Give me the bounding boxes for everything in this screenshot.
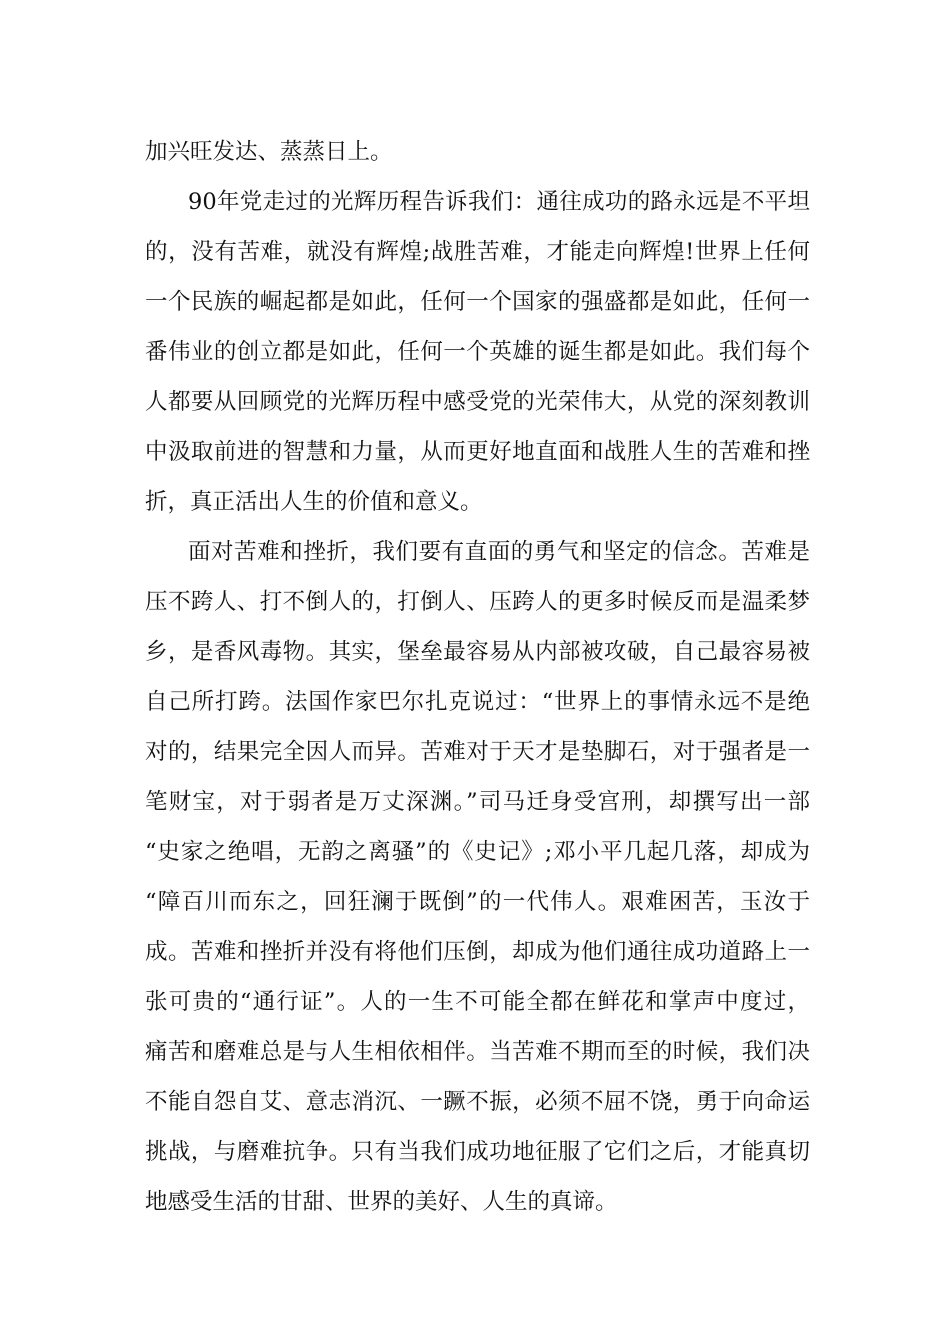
text-line-13: 对的，结果完全因人而异。苦难对于天才是垫脚石，对于强者是一: [145, 739, 810, 765]
text-line-7: 中汲取前进的智慧和力量，从而更好地直面和战胜人生的苦难和挫: [145, 439, 810, 465]
text-line-6: 人都要从回顾党的光辉历程中感受党的光荣伟大，从党的深刻教训: [145, 389, 810, 415]
text-line-20: 不能自怨自艾、意志消沉、一蹶不振，必须不屈不饶，勇于向命运: [145, 1089, 810, 1115]
text-line-15: “史家之绝唱，无韵之离骚”的《史记》;邓小平几起几落，却成为: [145, 839, 810, 865]
text-line-9: 面对苦难和挫折，我们要有直面的勇气和坚定的信念。苦难是: [188, 539, 810, 565]
text-line-12: 自己所打跨。法国作家巴尔扎克说过：“世界上的事情永远不是绝: [145, 689, 810, 715]
text-line-2: 90年党走过的光辉历程告诉我们：通往成功的路永远是不平坦: [188, 189, 810, 215]
text-line-8: 折，真正活出人生的价值和意义。: [145, 489, 483, 515]
text-line-16: “障百川而东之，回狂澜于既倒”的一代伟人。艰难困苦，玉汝于: [145, 889, 810, 915]
text-line-1: 加兴旺发达、蒸蒸日上。: [145, 139, 393, 165]
text-line-21: 挑战，与磨难抗争。只有当我们成功地征服了它们之后，才能真切: [145, 1139, 810, 1165]
text-line-3: 的，没有苦难，就没有辉煌;战胜苦难，才能走向辉煌!世界上任何: [145, 239, 810, 265]
text-line-18: 张可贵的“通行证”。人的一生不可能全都在鲜花和掌声中度过，: [145, 989, 810, 1015]
text-line-5: 番伟业的创立都是如此，任何一个英雄的诞生都是如此。我们每个: [145, 339, 810, 365]
text-line-22: 地感受生活的甘甜、世界的美好、人生的真谛。: [145, 1189, 618, 1215]
text-line-17: 成。苦难和挫折并没有将他们压倒，却成为他们通往成功道路上一: [145, 939, 810, 965]
text-line-14: 笔财宝，对于弱者是万丈深渊。”司马迁身受宫刑，却撰写出一部: [145, 789, 810, 815]
text-line-10: 压不跨人、打不倒人的，打倒人、压跨人的更多时候反而是温柔梦: [145, 589, 810, 615]
text-line-11: 乡，是香风毒物。其实，堡垒最容易从内部被攻破，自己最容易被: [145, 639, 810, 665]
text-line-19: 痛苦和磨难总是与人生相依相伴。当苦难不期而至的时候，我们决: [145, 1039, 810, 1065]
text-line-4: 一个民族的崛起都是如此，任何一个国家的强盛都是如此，任何一: [145, 289, 810, 315]
